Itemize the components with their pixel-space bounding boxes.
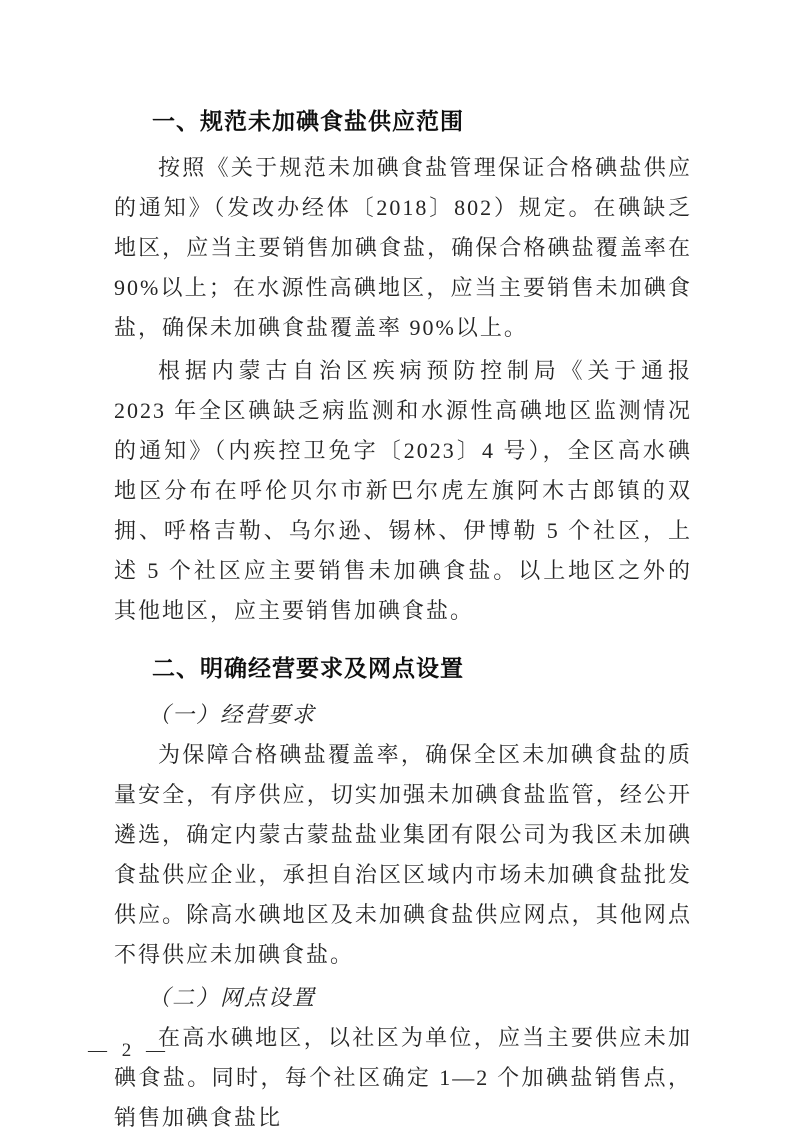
section-1-paragraph-1: 按照《关于规范未加碘食盐管理保证合格碘盐供应的通知》（发改办经体〔2018〕802）规定。在碘缺乏地区，应当主要销售加碘食盐，确保合格碘盐覆盖率在 90%以上；在水源性高碘地区，应当主要销售未加碘食盐，确保未加碘食盐覆盖率 90%以上。 <box>114 155 692 340</box>
section-2-heading: 二、明确经营要求及网点设置 <box>152 655 464 681</box>
subsection-1-heading: （一）经营要求 <box>148 702 317 727</box>
subsection-1-paragraph-1: 为保障合格碘盐覆盖率，确保全区未加碘食盐的质量安全，有序供应，切实加强未加碘食盐监管，经公开遴选，确定内蒙古蒙盐盐业集团有限公司为我区未加碘食盐供应企业，承担自治区区域内市场未加碘食盐批发供应。除高水碘地区及未加碘食盐供应网点，其他网点不得供应未加碘食盐。 <box>114 742 692 967</box>
document-content <box>114 100 692 1141</box>
page-number: — 2 — <box>88 1040 170 1061</box>
subsection-2-heading: （二）网点设置 <box>148 985 317 1010</box>
section-1-heading: 一、规范未加碘食盐供应范围 <box>152 108 464 134</box>
subsection-2-paragraph-1: 在高水碘地区，以社区为单位，应当主要供应未加碘食盐。同时，每个社区确定 1—2 个加碘盐销售点，销售加碘食盐比 <box>114 1025 692 1130</box>
section-1-paragraph-2: 根据内蒙古自治区疾病预防控制局《关于通报 2023 年全区碘缺乏病监测和水源性高碘地区监测情况的通知》（内疾控卫免字〔2023〕4 号），全区高水碘地区分布在呼伦贝尔市新巴尔虎左旗阿木古郎镇的双拥、呼格吉勒、乌尔逊、锡林、伊博勒 5 个社区，上述 5 个社区应主要销售未加碘食盐。以上地区之外的其他地区，应主要销售加碘食盐。 <box>114 358 692 623</box>
